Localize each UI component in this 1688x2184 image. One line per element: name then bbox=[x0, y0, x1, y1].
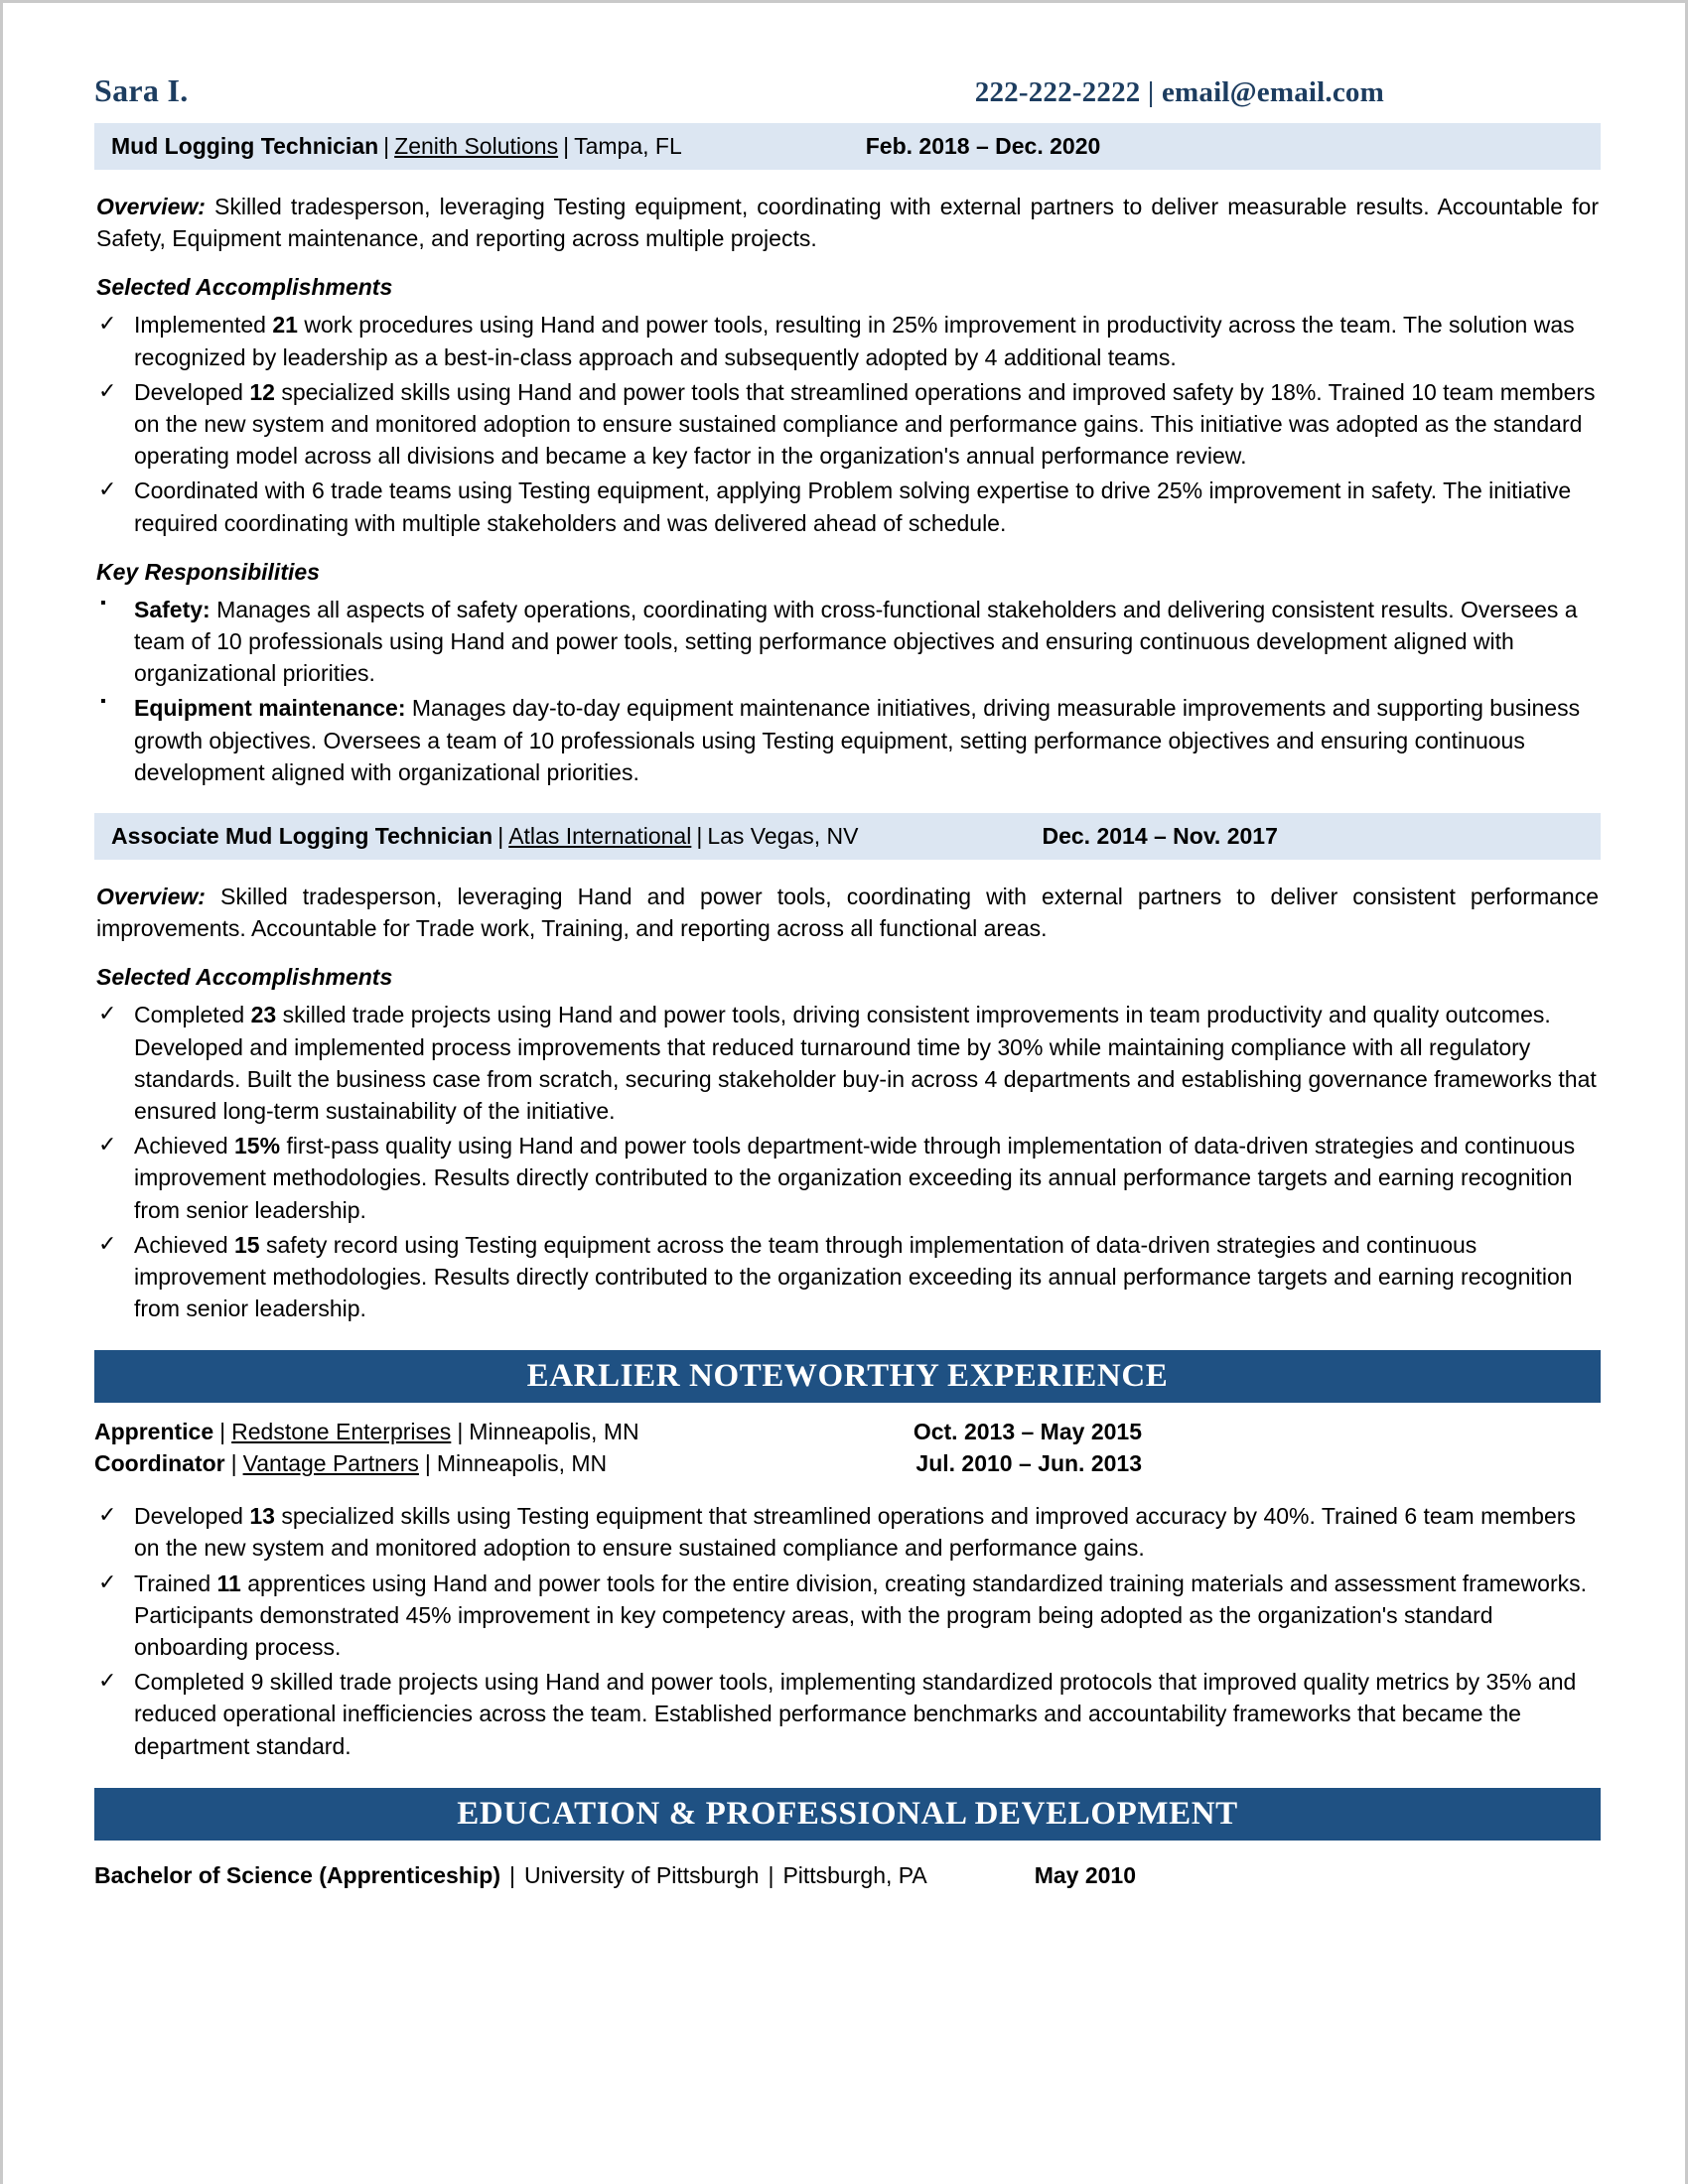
list-item bbox=[94, 1568, 1601, 1664]
list-item bbox=[94, 692, 1601, 788]
earlier-role: Apprentice bbox=[94, 1419, 214, 1445]
bullet-pre: Developed bbox=[134, 1503, 250, 1530]
job-title-bar bbox=[94, 123, 1601, 170]
check-icon: ✓ bbox=[98, 1001, 117, 1026]
job-location: Tampa, FL bbox=[574, 133, 682, 159]
bullet-bold: 23 bbox=[250, 1002, 277, 1028]
earlier-location: Minneapolis, MN bbox=[436, 1450, 608, 1477]
education-degree: Bachelor of Science (Apprenticeship) bbox=[94, 1861, 500, 1888]
education-date: May 2010 bbox=[1034, 1861, 1136, 1888]
bullet-pre: Completed 9 skilled trade projects using Hand and power tools, implementing standardized protocols that improved quality metrics by 35% and reduced operational inefficiencies across the team. Established performance benchmarks and accountability frameworks that became the department standard. bbox=[134, 1669, 1577, 1759]
earlier-experience-rows bbox=[94, 1419, 1601, 1477]
list-item bbox=[94, 999, 1601, 1127]
responsibilities-heading: Key Responsibilities bbox=[96, 558, 320, 585]
overview-label: Overview: bbox=[96, 883, 206, 909]
separator-pipe: | bbox=[768, 1861, 774, 1888]
check-icon: ✓ bbox=[98, 1569, 117, 1594]
bullet-bold: 15 bbox=[234, 1231, 260, 1258]
section-banner-education: EDUCATION & PROFESSIONAL DEVELOPMENT bbox=[94, 1788, 1601, 1841]
separator-pipe: | bbox=[457, 1419, 464, 1445]
earlier-location: Minneapolis, MN bbox=[469, 1419, 639, 1445]
check-icon: ✓ bbox=[98, 477, 117, 502]
job-overview bbox=[96, 882, 1599, 944]
table-row bbox=[94, 1450, 1601, 1477]
accomplishments-heading: Selected Accomplishments bbox=[96, 274, 393, 301]
separator-pipe: | bbox=[219, 1419, 226, 1445]
spacer bbox=[94, 1482, 1601, 1500]
check-icon: ✓ bbox=[98, 311, 117, 337]
separator-pipe: | bbox=[383, 133, 390, 159]
bullet-post: Manages day-to-day equipment maintenance initiatives, driving measurable improvements and supporting business growth objectives. Oversees a team of 10 professionals using Testing equipment, setting performance objectives and ensuring continuous development aligned with organizational priorities. bbox=[134, 695, 1581, 785]
list-item bbox=[94, 1666, 1601, 1762]
spacer bbox=[94, 791, 1601, 809]
bullet-bold: 11 bbox=[216, 1570, 241, 1596]
candidate-name: Sara I. bbox=[94, 72, 189, 108]
bullet-post: Manages all aspects of safety operations, coordinating with cross-functional stakeholders and delivering consistent results. Oversees a team of 10 professionals using Hand and power tools, setting performance objectives and ensuring continuous development aligned with organizational priorities. bbox=[134, 596, 1578, 687]
bullet-bold: 21 bbox=[272, 312, 298, 339]
education-line bbox=[94, 1862, 927, 1889]
accomplishments-list bbox=[94, 999, 1601, 1324]
job-dates: Feb. 2018 – Dec. 2020 bbox=[865, 133, 1101, 159]
job-location: Las Vegas, NV bbox=[707, 822, 859, 849]
education-school: University of Pittsburgh bbox=[523, 1861, 760, 1888]
list-item bbox=[94, 475, 1601, 538]
earlier-company: Redstone Enterprises bbox=[231, 1419, 452, 1445]
list-item bbox=[94, 594, 1601, 690]
job-title-line bbox=[111, 133, 682, 160]
list-item bbox=[94, 1229, 1601, 1325]
responsibilities-list bbox=[94, 594, 1601, 788]
job-company: Atlas International bbox=[508, 822, 692, 849]
bullet-pre: Coordinated with 6 trade teams using Testing equipment, applying Problem solving expertise to drive 25% improvement in safety. The initiative required coordinating with multiple stakeholders and was delivered ahead of schedule. bbox=[134, 478, 1572, 536]
bullet-pre: Trained bbox=[134, 1570, 217, 1596]
bullet-post: first-pass quality using Hand and power tools department-wide through implementation of data-driven strategies and continuous improvement methodologies. Results directly contributed to the organization exceeding its annual performance targets and earning recognition from senior leadership. bbox=[134, 1133, 1576, 1223]
square-bullet-icon: ▪ bbox=[100, 693, 106, 711]
check-icon: ✓ bbox=[98, 377, 117, 403]
overview-text: Skilled tradesperson, leveraging Testing equipment, coordinating with external partners to deliver measurable results. Accountable for Safety, Equipment maintenance, and reporting across multiple projects. bbox=[96, 194, 1599, 251]
education-location: Pittsburgh, PA bbox=[782, 1861, 927, 1888]
education-row bbox=[94, 1862, 1601, 1889]
section-banner-earlier-experience: EARLIER NOTEWORTHY EXPERIENCE bbox=[94, 1350, 1601, 1403]
earlier-experience-bullets bbox=[94, 1500, 1601, 1762]
overview-label: Overview: bbox=[96, 194, 206, 219]
bullet-bold: 15% bbox=[234, 1133, 281, 1160]
check-icon: ✓ bbox=[98, 1132, 117, 1158]
earlier-role-line bbox=[94, 1419, 639, 1445]
separator-pipe: | bbox=[696, 822, 703, 849]
overview-text: Skilled tradesperson, leveraging Hand and power tools, coordinating with external partners to deliver consistent performance improvements. Accountable for Trade work, Training, and reporting across all functional areas. bbox=[96, 883, 1599, 941]
bullet-post: skilled trade projects using Hand and power tools, driving consistent improvements in team productivity and quality outcomes. Developed and implemented process improvements that reduced turnaround time by 30% while maintaining compliance with all regulatory standards. Built the business case from scratch, securing stakeholder buy-in across 4 departments and establishing governance frameworks that ensured long-term sustainability of the initiative. bbox=[134, 1002, 1597, 1124]
job-company: Zenith Solutions bbox=[394, 133, 559, 159]
bullet-bold: 12 bbox=[249, 378, 275, 405]
list-item bbox=[94, 1500, 1601, 1564]
bullet-pre: Completed bbox=[134, 1002, 251, 1028]
bullet-bold: 13 bbox=[249, 1503, 275, 1530]
bullet-pre: Achieved bbox=[134, 1231, 235, 1258]
resume-header bbox=[94, 72, 1601, 119]
list-item bbox=[94, 1130, 1601, 1226]
job-role: Associate Mud Logging Technician bbox=[111, 822, 493, 849]
earlier-role: Coordinator bbox=[94, 1450, 225, 1477]
contact-info: 222-222-2222 | email@email.com bbox=[974, 76, 1384, 108]
bullet-post: apprentices using Hand and power tools for the entire division, creating standardized training materials and assessment frameworks. Participants demonstrated 45% improvement in key competency areas, with the program being adopted as the organization's standard onboarding process. bbox=[134, 1570, 1588, 1660]
bullet-post: specialized skills using Testing equipment that streamlined operations and improved accuracy by 40%. Trained 6 team members on the new system and monitored adoption to ensure sustained compliance and performance gains. bbox=[134, 1503, 1576, 1562]
bullet-bold: Safety: bbox=[134, 596, 211, 622]
job-dates: Dec. 2014 – Nov. 2017 bbox=[1042, 822, 1278, 849]
table-row bbox=[94, 1419, 1601, 1445]
separator-pipe: | bbox=[563, 133, 570, 159]
earlier-company: Vantage Partners bbox=[242, 1450, 419, 1477]
resume-content bbox=[3, 3, 1685, 1889]
separator-pipe: | bbox=[230, 1450, 237, 1477]
earlier-role-line bbox=[94, 1450, 607, 1477]
job-title-bar bbox=[94, 813, 1601, 860]
bullet-pre: Achieved bbox=[134, 1133, 235, 1160]
bullet-pre: Developed bbox=[134, 378, 250, 405]
bullet-post: safety record using Testing equipment across the team through implementation of data-driven strategies and continuous improvement methodologies. Results directly contributed to the organization exceeding its annual performance targets and earning recognition from senior leadership. bbox=[134, 1231, 1573, 1322]
bullet-post: work procedures using Hand and power tools, resulting in 25% improvement in productivity across the team. The solution was recognized by leadership as a best-in-class approach and subsequently adopted by 4 additional teams. bbox=[134, 312, 1575, 370]
separator-pipe: | bbox=[497, 822, 504, 849]
check-icon: ✓ bbox=[98, 1502, 117, 1528]
bullet-post: specialized skills using Hand and power tools that streamlined operations and improved safety by 18%. Trained 10 team members on the new system and monitored adoption to ensure sustained compliance and performance gains. This initiative was adopted as the standard operating model across all divisions and became a key factor in the organization's annual performance review. bbox=[134, 378, 1596, 470]
bullet-bold: Equipment maintenance: bbox=[134, 695, 406, 722]
accomplishments-heading: Selected Accomplishments bbox=[96, 964, 393, 991]
job-role: Mud Logging Technician bbox=[111, 133, 379, 159]
accomplishments-list bbox=[94, 309, 1601, 538]
separator-pipe: | bbox=[508, 1861, 515, 1888]
earlier-dates: Oct. 2013 – May 2015 bbox=[913, 1419, 1142, 1445]
bullet-pre: Implemented bbox=[134, 312, 273, 339]
check-icon: ✓ bbox=[98, 1230, 117, 1256]
list-item bbox=[94, 309, 1601, 372]
check-icon: ✓ bbox=[98, 1668, 117, 1694]
square-bullet-icon: ▪ bbox=[100, 594, 106, 612]
separator-pipe: | bbox=[424, 1450, 431, 1477]
earlier-dates: Jul. 2010 – Jun. 2013 bbox=[915, 1450, 1142, 1477]
job-overview bbox=[96, 192, 1599, 254]
list-item bbox=[94, 376, 1601, 473]
job-title-line bbox=[111, 823, 858, 850]
